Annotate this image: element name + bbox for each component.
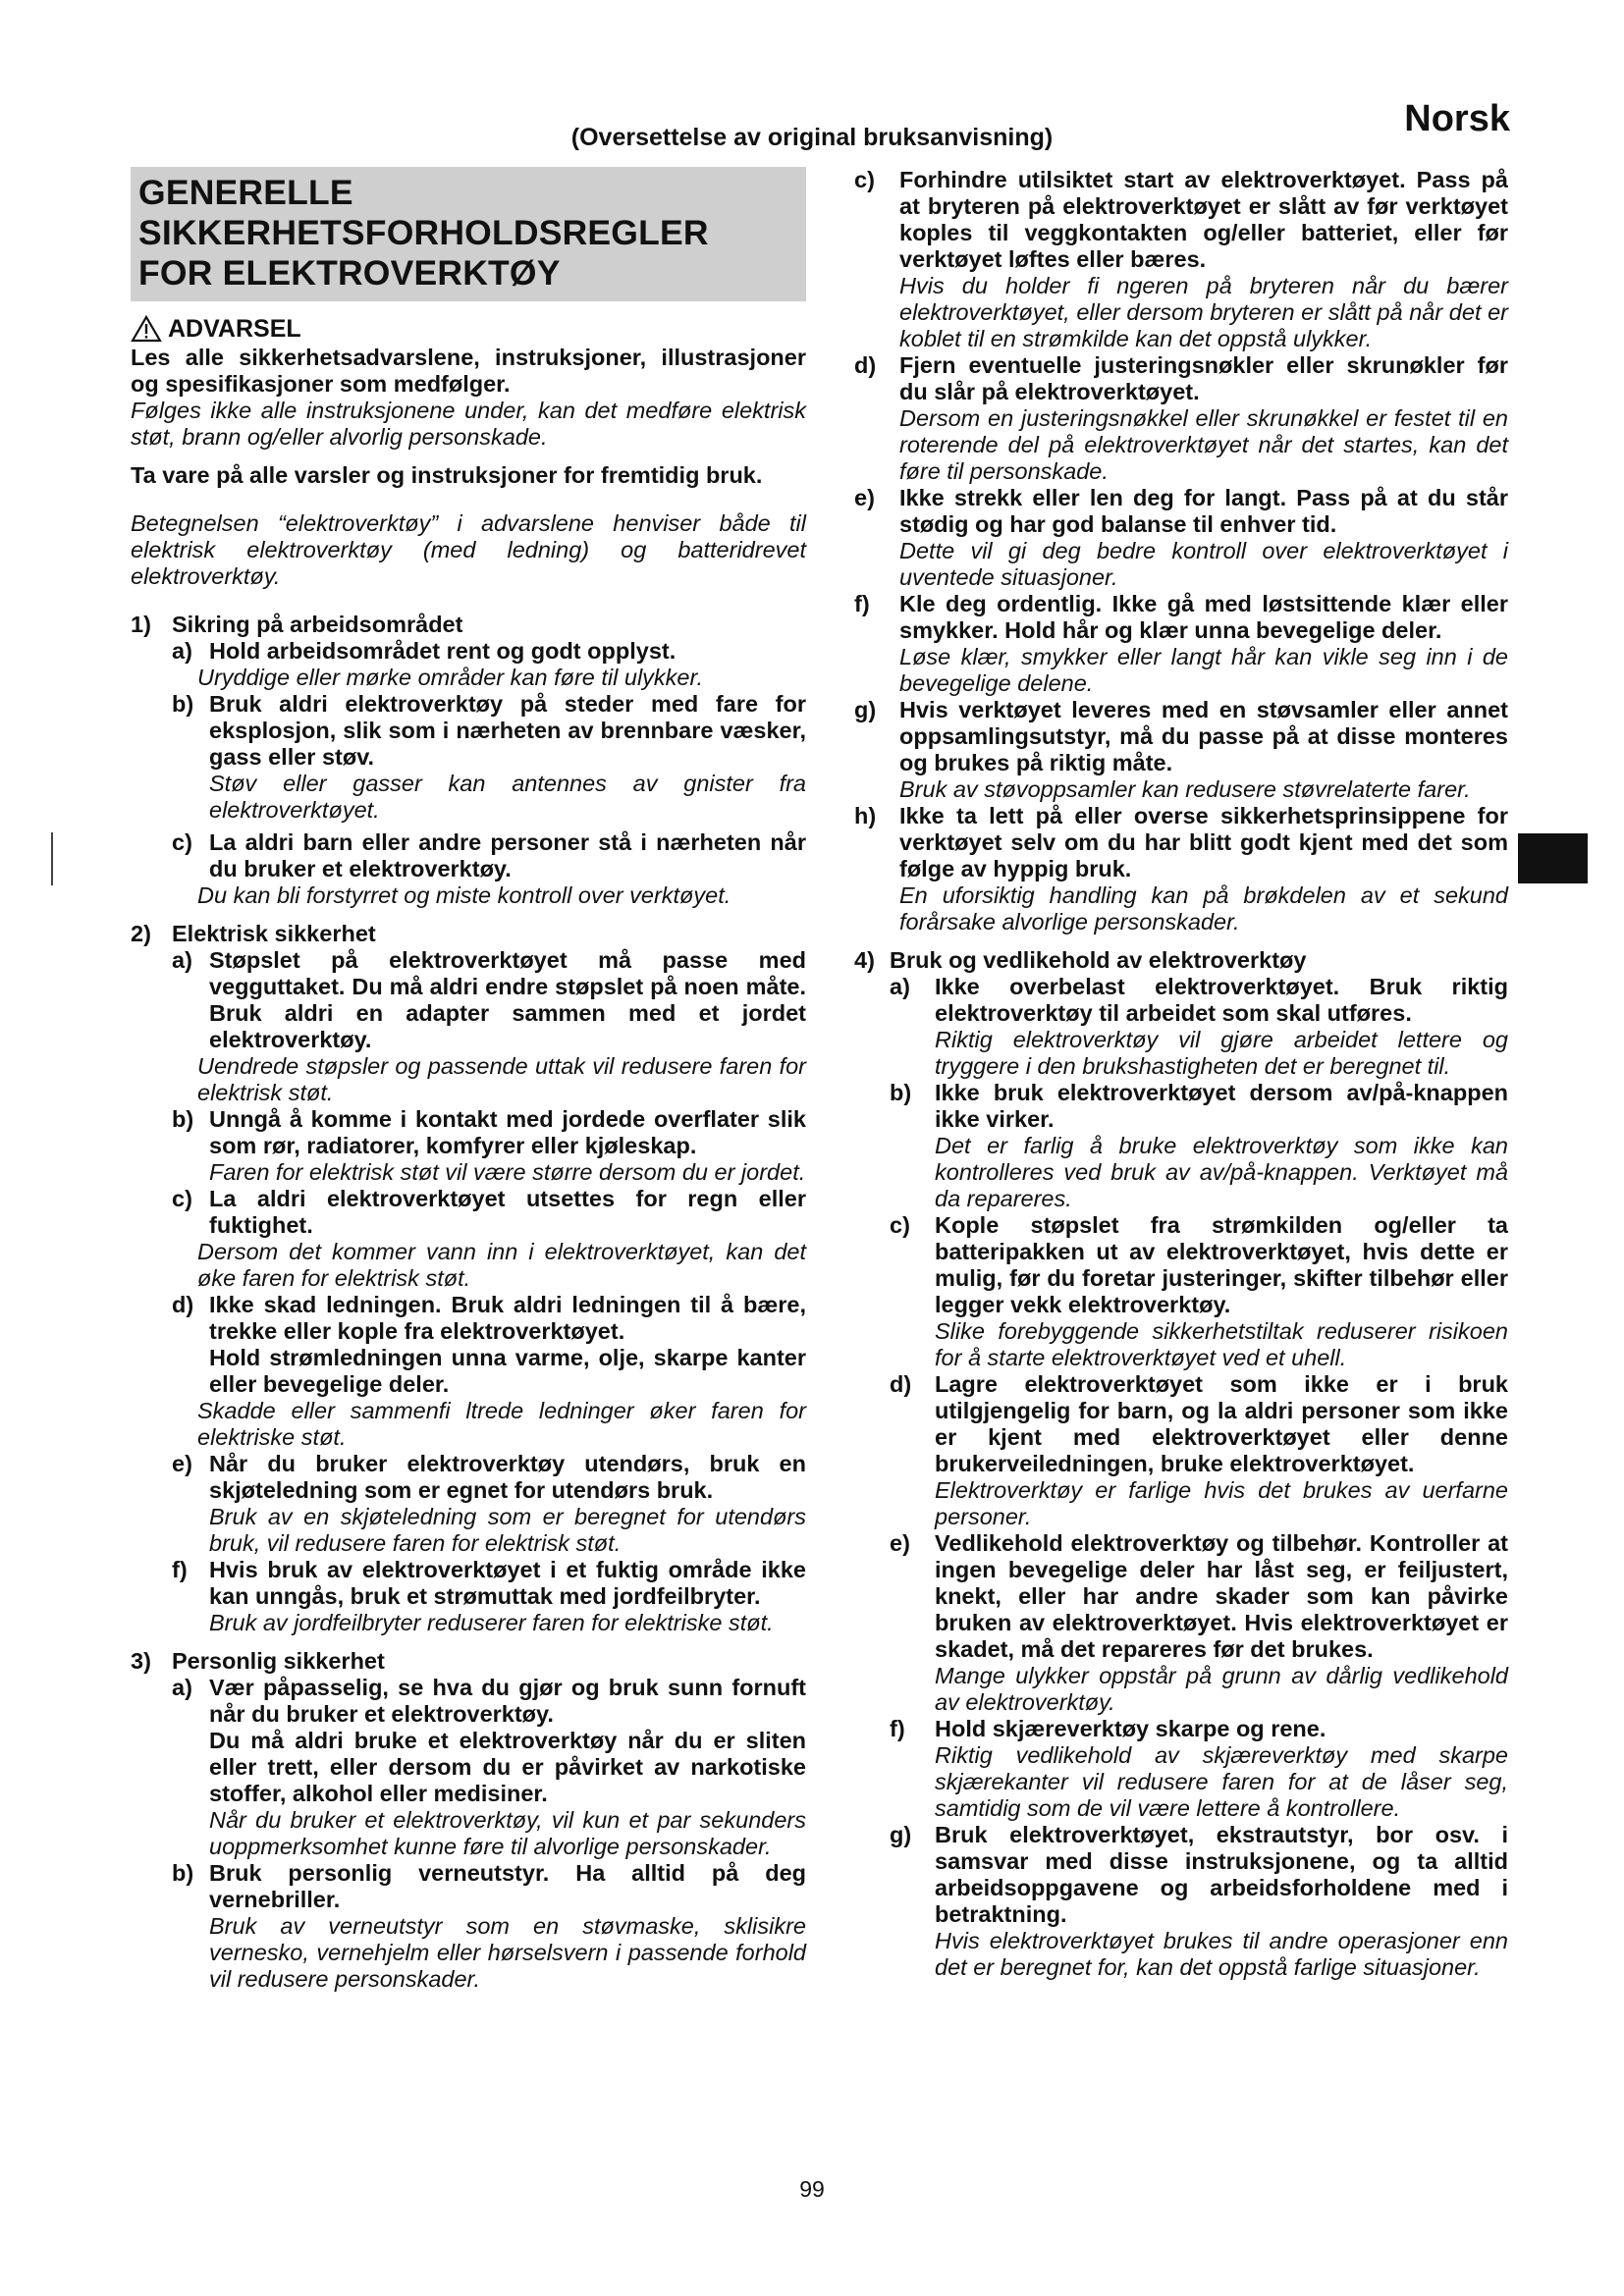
item-label: a) bbox=[890, 974, 910, 999]
item-label: b) bbox=[172, 1860, 194, 1886]
list-item bbox=[854, 697, 1508, 776]
item-text: Støpslet på elektroverktøyet må passe med vegguttaket. Du må aldri endre støpslet på noen måte. Bruk aldri en adapter sammen med et jordet elektroverktøy. bbox=[209, 947, 806, 1052]
item-label: a) bbox=[172, 947, 192, 973]
page-number: 99 bbox=[799, 2176, 825, 2202]
item-label: e) bbox=[854, 485, 875, 510]
list-item bbox=[172, 1106, 806, 1159]
item-text: Vedlikehold elektroverktøy og tilbehør. Kontroller at ingen bevegelige deler har låst seg, er feiljustert, knekt, eller har andre skader som kan påvirke bruken av elektroverktøyet. Hvis elektroverktøyet er skadet, må det repareres før det brukes. bbox=[935, 1530, 1508, 1662]
section-title: Bruk og vedlikehold av elektroverktøy bbox=[890, 947, 1307, 973]
item-label: e) bbox=[172, 1451, 192, 1476]
item-label: g) bbox=[890, 1822, 912, 1847]
item-text: Fjern eventuelle justeringsnøkler eller skrunøkler før du slår på elektroverktøyet. bbox=[899, 352, 1508, 404]
section-title: Personlig sikkerhet bbox=[172, 1648, 385, 1674]
item-note: Bruk av jordfeilbryter reduserer faren for elektriske støt. bbox=[209, 1610, 774, 1635]
list-item bbox=[890, 1080, 1508, 1133]
section-number: 4) bbox=[854, 947, 875, 973]
list-item bbox=[172, 1451, 806, 1504]
section-title: Elektrisk sikkerhet bbox=[172, 921, 376, 946]
item-note: Dette vil gi deg bedre kontroll over elektroverktøyet i uventede situasjoner. bbox=[899, 538, 1508, 590]
section-number: 3) bbox=[131, 1648, 151, 1674]
list-item bbox=[854, 167, 1508, 273]
item-text: Kle deg ordentlig. Ikke gå med løstsittende klær eller smykker. Hold hår og klær unna bevegelige deler. bbox=[899, 591, 1508, 643]
item-note: Det er farlig å bruke elektroverktøy som ikke kan kontrolleres ved bruk av av/på-knappen. Verktøyet må da repareres. bbox=[935, 1133, 1508, 1211]
item-text: Hold arbeidsområdet rent og godt opplyst. bbox=[209, 638, 677, 664]
item-label: f) bbox=[890, 1716, 905, 1741]
item-label: c) bbox=[854, 167, 875, 192]
item-note: Hvis du holder fi ngeren på bryteren når du bærer elektroverktøyet, eller dersom bryteren er slått på når det er koblet til en strømkilde kan det oppstå ulykker. bbox=[899, 273, 1508, 351]
item-note: Elektroverktøy er farlige hvis det brukes av uerfarne personer. bbox=[935, 1477, 1508, 1529]
item-text: Bruk elektroverktøyet, ekstrautstyr, bor osv. i samsvar med disse instruksjonene, og ta alltid arbeidsoppgavene og arbeidsforholdene med i betraktning. bbox=[935, 1822, 1508, 1927]
section-heading bbox=[131, 921, 806, 947]
list-item bbox=[172, 1557, 806, 1610]
list-item bbox=[854, 591, 1508, 644]
list-item bbox=[172, 638, 806, 665]
item-note: Skadde eller sammenfi ltrede ledninger øker faren for elektriske støt. bbox=[197, 1398, 806, 1450]
warning-heading bbox=[131, 315, 806, 343]
list-item bbox=[890, 1530, 1508, 1663]
item-note: Riktig elektroverktøy vil gjøre arbeidet lettere og tryggere i den brukshastigheten det er beregnet til. bbox=[935, 1027, 1508, 1079]
list-item bbox=[172, 1292, 806, 1345]
item-label: b) bbox=[890, 1080, 912, 1105]
item-note: Slike forebyggende sikkerhetstiltak reduserer risikoen for å starte elektroverktøyet ved et uhell. bbox=[935, 1318, 1508, 1370]
definition-text: Betegnelsen “elektroverktøy” i advarslene henviser både til elektrisk elektroverktøy (med ledning) og batteridrevet elektroverktøy. bbox=[131, 510, 806, 589]
item-text: Kople støpslet fra strømkilden og/eller ta batteripakken ut av elektroverktøyet, hvis dette er mulig, før du foretar justeringer, skifter tilbehør eller legger vekk elektroverktøy. bbox=[935, 1212, 1508, 1317]
section-heading bbox=[131, 612, 806, 638]
section-number: 1) bbox=[131, 612, 151, 637]
list-item bbox=[890, 974, 1508, 1027]
item-text: Lagre elektroverktøyet som ikke er i bruk utilgjengelig for barn, og la aldri personer som ikke er kjent med elektroverktøyet eller denne brukerveiledningen, bruke elektroverktøyet. bbox=[935, 1371, 1508, 1476]
item-note: Du kan bli forstyrret og miste kontroll over verktøyet. bbox=[197, 882, 731, 908]
item-note: Dersom det kommer vann inn i elektroverktøyet, kan det øke faren for elektrisk støt. bbox=[197, 1239, 806, 1291]
item-label: d) bbox=[890, 1371, 912, 1397]
item-label: b) bbox=[172, 1106, 194, 1132]
item-note: Bruk av en skjøteledning som er beregnet for utendørs bruk, vil redusere faren for elektrisk støt. bbox=[209, 1504, 806, 1556]
item-text: Ikke strekk eller len deg for langt. Pass på at du står stødig og har god balanse til enhver tid. bbox=[899, 485, 1508, 537]
page-title bbox=[131, 167, 806, 301]
item-text: Hold skjæreverktøy skarpe og rene. bbox=[935, 1716, 1326, 1741]
item-label: g) bbox=[854, 697, 877, 722]
item-text: Ikke skad ledningen. Bruk aldri ledningen til å bære, trekke eller kople fra elektroverktøyet. bbox=[209, 1292, 806, 1344]
list-item bbox=[890, 1371, 1508, 1477]
section-heading bbox=[131, 1648, 806, 1675]
item-text: Vær påpasselig, se hva du gjør og bruk sunn fornuft når du bruker et elektroverktøy. bbox=[209, 1675, 806, 1727]
item-extra: Du må aldri bruke et elektroverktøy når du er sliten eller trett, eller dersom du er påvirket av narkotiske stoffer, alkohol eller medisiner. bbox=[209, 1728, 806, 1806]
warning-label: ADVARSEL bbox=[168, 314, 301, 343]
item-note: Riktig vedlikehold av skjæreverktøy med skarpe skjærekanter vil redusere faren for at de låser seg, samtidig som de vil være lettere å kontrollere. bbox=[935, 1742, 1508, 1821]
warning-consequence: Følges ikke alle instruksjonene under, kan det medføre elektrisk støt, brann og/eller alvorlig personskade. bbox=[131, 398, 806, 450]
item-note: Bruk av støvoppsamler kan redusere støvrelaterte farer. bbox=[899, 776, 1471, 802]
item-note: Mange ulykker oppstår på grunn av dårlig vedlikehold av elektroverktøy. bbox=[935, 1663, 1508, 1715]
item-note: Faren for elektrisk støt vil være større dersom du er jordet. bbox=[209, 1159, 806, 1185]
list-item bbox=[172, 691, 806, 771]
left-column bbox=[131, 167, 806, 1993]
item-note: Dersom en justeringsnøkkel eller skrunøkkel er festet til en roterende del på elektroverktøyet når det startes, kan det føre til personskade. bbox=[899, 405, 1508, 484]
language-tab-marker bbox=[1518, 833, 1588, 883]
item-label: a) bbox=[172, 1675, 192, 1700]
item-note: Bruk av verneutstyr som en støvmaske, sklisikre vernesko, vernehjelm eller hørselsvern i passende forhold vil redusere personskader. bbox=[209, 1913, 806, 1992]
item-label: c) bbox=[172, 829, 192, 855]
item-extra: Hold strømledningen unna varme, olje, skarpe kanter eller bevegelige deler. bbox=[209, 1345, 806, 1397]
item-text: Hvis bruk av elektroverktøyet i et fuktig område ikke kan unngås, bruk et strømuttak med jordfeilbryter. bbox=[209, 1557, 806, 1609]
list-item bbox=[172, 947, 806, 1053]
list-item bbox=[172, 1186, 806, 1239]
item-note: En uforsiktig handling kan på brøkdelen av et sekund forårsake alvorlige personskader. bbox=[899, 882, 1508, 934]
item-text: Bruk personlig verneutstyr. Ha alltid på deg vernebriller. bbox=[209, 1860, 806, 1912]
list-item bbox=[854, 352, 1508, 405]
item-label: d) bbox=[854, 352, 877, 378]
item-note: Når du bruker et elektroverktøy, vil kun et par sekunders uoppmerksomhet kunne føre til alvorlige personskader. bbox=[209, 1807, 806, 1859]
item-text: Hvis verktøyet leveres med en støvsamler eller annet oppsamlingsutstyr, må du passe på at disse monteres og brukes på riktig måte. bbox=[899, 697, 1508, 775]
list-item bbox=[890, 1822, 1508, 1928]
list-item bbox=[172, 829, 806, 882]
language-label: Norsk bbox=[1404, 98, 1510, 139]
keep-instructions: Ta vare på alle varsler og instruksjoner for fremtidig bruk. bbox=[131, 462, 763, 488]
item-note: Hvis elektroverktøyet brukes til andre operasjoner enn det er beregnet for, kan det oppstå farlige situasjoner. bbox=[935, 1928, 1508, 1980]
section-title: Sikring på arbeidsområdet bbox=[172, 612, 463, 637]
item-text: Når du bruker elektroverktøy utendørs, bruk en skjøteledning som er egnet for utendørs bruk. bbox=[209, 1451, 806, 1503]
list-item bbox=[890, 1716, 1508, 1742]
item-text: Ikke ta lett på eller overse sikkerhetsprinsippene for verktøyet selv om du har blitt godt kjent med det som følge av hyppig bruk. bbox=[899, 803, 1508, 881]
item-label: a) bbox=[172, 638, 192, 664]
item-text: Unngå å komme i kontakt med jordede overflater slik som rør, radiatorer, komfyrer eller kjøleskap. bbox=[209, 1106, 806, 1158]
item-label: c) bbox=[172, 1186, 192, 1211]
item-note: Støv eller gasser kan antennes av gnister fra elektroverktøyet. bbox=[209, 771, 806, 823]
item-label: c) bbox=[890, 1212, 910, 1238]
item-note: Uendrede støpsler og passende uttak vil redusere faren for elektrisk støt. bbox=[197, 1053, 806, 1105]
item-label: f) bbox=[172, 1557, 188, 1582]
item-label: e) bbox=[890, 1530, 910, 1556]
list-item bbox=[854, 485, 1508, 538]
warning-triangle-icon bbox=[131, 315, 162, 343]
item-text: Forhindre utilsiktet start av elektroverktøyet. Pass på at bryteren på elektroverktøyet er slått av før verktøyet koples til veggkontakten og/eller batteriet, eller før verktøyet løftes eller bæres. bbox=[899, 167, 1508, 272]
item-label: b) bbox=[172, 691, 194, 717]
section-heading bbox=[854, 947, 1508, 974]
item-note: Løse klær, smykker eller langt hår kan vikle seg inn i de bevegelige delene. bbox=[899, 644, 1508, 696]
item-note: Uryddige eller mørke områder kan føre til ulykker. bbox=[197, 665, 703, 690]
section-number: 2) bbox=[131, 921, 151, 946]
item-label: h) bbox=[854, 803, 877, 828]
list-item bbox=[172, 1675, 806, 1728]
item-text: Ikke bruk elektroverktøyet dersom av/på-knappen ikke virker. bbox=[935, 1080, 1508, 1132]
title-line: FOR ELEKTROVERKTØY bbox=[138, 253, 561, 293]
list-item bbox=[172, 1860, 806, 1913]
title-line: GENERELLE bbox=[138, 173, 353, 212]
item-text: Ikke overbelast elektroverktøyet. Bruk riktig elektroverktøy til arbeidet som skal utføres. bbox=[935, 974, 1508, 1026]
translation-note: (Oversettelse av original bruksanvisning) bbox=[570, 124, 1054, 151]
list-item bbox=[890, 1212, 1508, 1318]
right-column bbox=[854, 167, 1508, 1981]
item-text: La aldri barn eller andre personer stå i nærheten når du bruker et elektroverktøy. bbox=[209, 829, 806, 881]
item-text: La aldri elektroverktøyet utsettes for regn eller fuktighet. bbox=[209, 1186, 806, 1238]
item-label: f) bbox=[854, 591, 870, 616]
margin-mark bbox=[51, 832, 53, 885]
list-item bbox=[854, 803, 1508, 882]
title-line: SIKKERHETSFORHOLDSREGLER bbox=[138, 213, 709, 252]
warning-text: Les alle sikkerhetsadvarslene, instruksjoner, illustrasjoner og spesifikasjoner som medfølger. bbox=[131, 345, 806, 397]
item-text: Bruk aldri elektroverktøy på steder med fare for eksplosjon, slik som i nærheten av brennbare væsker, gass eller støv. bbox=[209, 691, 806, 770]
item-label: d) bbox=[172, 1292, 194, 1317]
